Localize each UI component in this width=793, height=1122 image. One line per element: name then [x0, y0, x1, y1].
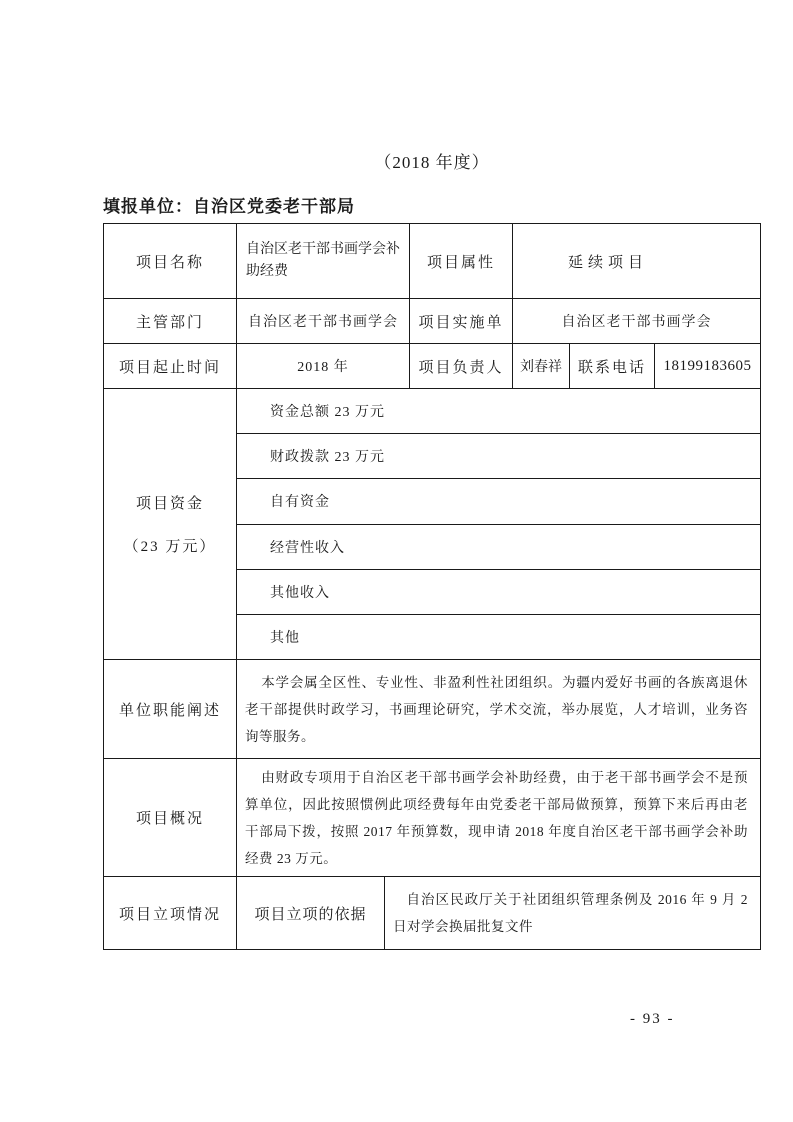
competent-dept-label: 主管部门	[135, 314, 204, 331]
unit-function-text: 本学会属全区性、专业性、非盈利性社团组织。为疆内爱好书画的各族离退休老干部提供时政学习，书画理论研究，学术交流，举办展览，人才培训，业务咨询等服务。	[245, 674, 748, 744]
implementing-unit-value: 自治区老干部书画学会	[512, 299, 760, 343]
project-leader-label: 项目负责人	[409, 344, 512, 388]
table-row-unit-function	[104, 659, 760, 758]
fund-row-operating: 经营性收入	[237, 524, 760, 569]
contact-phone-label: 联系电话	[569, 344, 654, 388]
funds-label-line2: （23 万元）	[123, 539, 217, 555]
table-row-period-leader	[104, 343, 760, 388]
fund-row-total: 资金总额 23 万元	[270, 405, 385, 421]
fund-row-fiscal: 财政拨款 23 万元	[237, 433, 760, 478]
funds-breakdown	[236, 389, 760, 659]
fund-row-other-income: 其他收入	[237, 569, 760, 614]
project-overview-label: 项目概况	[135, 811, 204, 827]
project-period-label: 项目起止时间	[118, 359, 221, 376]
project-attribute-value: 延续项目	[512, 224, 760, 298]
project-name-label: 项目名称	[135, 254, 204, 271]
table-row-funds	[104, 388, 760, 659]
competent-dept-value: 自治区老干部书画学会	[236, 299, 409, 343]
funds-label	[104, 389, 236, 659]
unit-function-label: 单位职能阐述	[118, 702, 221, 719]
approval-basis-text: 自治区民政厅关于社团组织管理条例及 2016 年 9 月 2 日对学会换届批复文件	[393, 892, 748, 934]
project-period-value: 2018 年	[236, 344, 409, 388]
project-table	[103, 223, 761, 950]
table-row-project-name	[104, 224, 760, 298]
unit-function-cell	[236, 660, 760, 758]
project-overview-text: 由财政专项用于自治区老干部书画学会补助经费，由于老干部书画学会不是预算单位，因此按照惯例此项经费每年由党委老干部局做预算，预算下来后再由老干部局下拨，按照 2017 年预算数，现申请 2018 年度自治区老干部书画学会补助经费 23 万元。	[245, 769, 748, 866]
approval-basis-label: 项目立项的依据	[236, 877, 384, 949]
implementing-unit-label: 项目实施单	[409, 299, 512, 343]
project-approval-label: 项目立项情况	[118, 906, 221, 923]
reporting-unit: 填报单位：自治区党委老干部局	[103, 197, 355, 216]
project-attribute-label: 项目属性	[409, 224, 512, 298]
page-number: - 93 -	[630, 1011, 675, 1027]
funds-label-line1: 项目资金	[135, 496, 204, 512]
contact-phone-value: 18199183605	[654, 344, 760, 388]
project-overview-cell	[236, 759, 760, 876]
table-row-project-overview	[104, 758, 760, 876]
page-title: （2018 年度）	[374, 153, 490, 172]
project-name-value: 自治区老干部书画学会补助经费	[236, 224, 409, 298]
table-row-competent-dept	[104, 298, 760, 343]
table-row-project-approval	[104, 876, 760, 949]
fund-row-own: 自有资金	[237, 478, 760, 523]
fund-row-other: 其他	[237, 614, 760, 659]
project-leader-value: 刘春祥	[512, 344, 569, 388]
approval-basis-cell	[384, 877, 760, 949]
